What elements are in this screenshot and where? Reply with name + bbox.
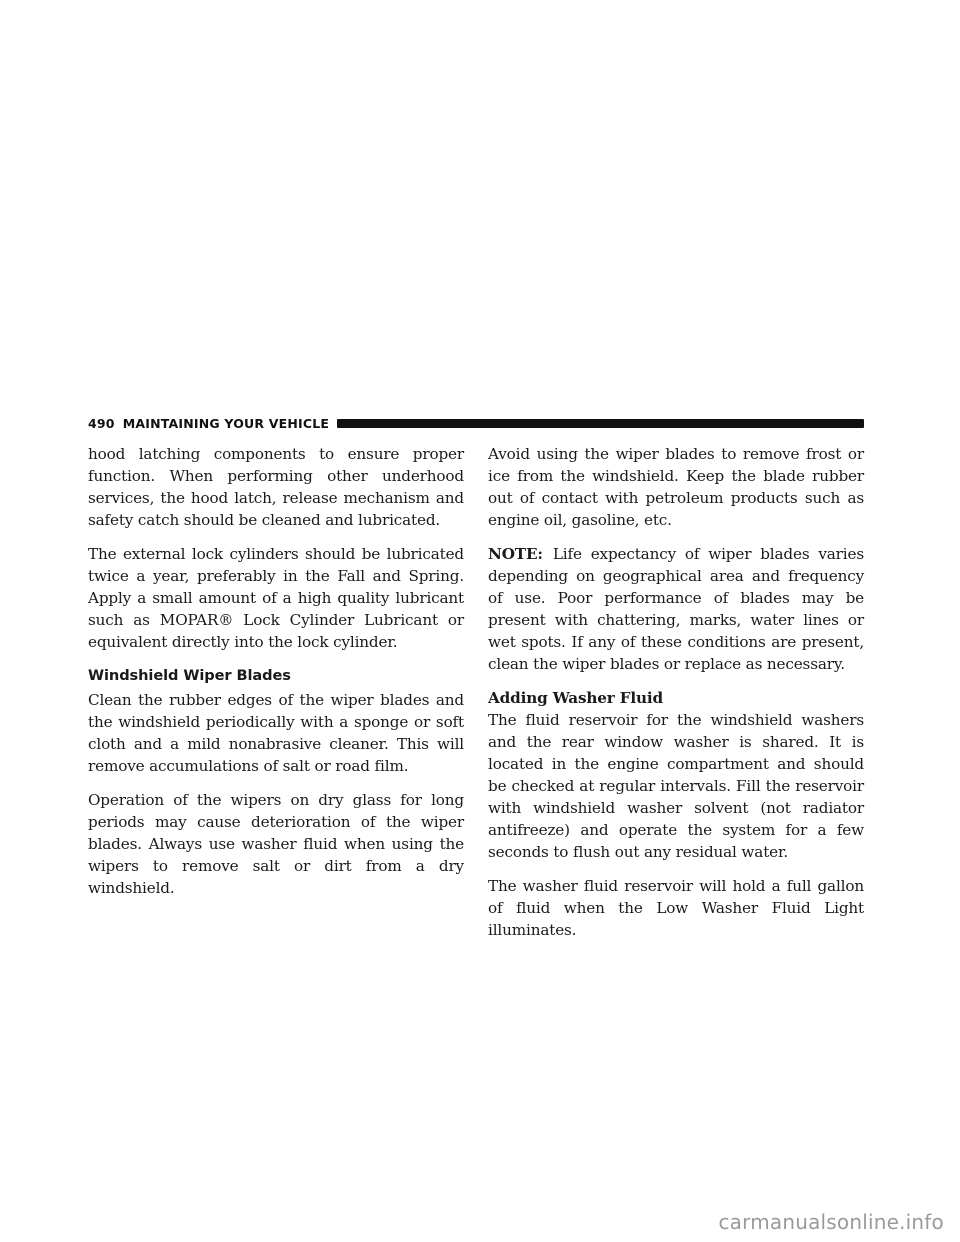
page-header [88, 413, 864, 433]
paragraph-hood-latch: hood latching components to ensure proper function. When performing other underhood services, the hood latch, release mechanism and safety catch should be cleaned and lubricated. [88, 445, 464, 529]
note-paragraph [488, 543, 864, 675]
paragraph-fluid-reservoir: The fluid reservoir for the windshield washers and the rear window washer is shared. It is located in the engine compartment and should be checked at regular intervals. Fill the reservoir with windshield washer solvent (not radiator antifreeze) and operate the system for a few seconds to flush out any residual water. [488, 711, 864, 861]
note-label: NOTE: [488, 545, 543, 563]
left-column [88, 443, 464, 911]
heading-wiper-blades: Windshield Wiper Blades [88, 667, 291, 684]
paragraph-dry-glass: Operation of the wipers on dry glass for long periods may cause deterioration of the wiper blades. Always use washer fluid when using the wipers to remove salt or dirt from a dry windshield. [88, 791, 464, 897]
watermark: carmanualsonline.info [718, 1210, 944, 1234]
paragraph-clean-blades: Clean the rubber edges of the wiper blades and the windshield periodically with a sponge or soft cloth and a mild nonabrasive cleaner. This will remove accumulations of salt or road film. [88, 691, 464, 775]
section-title: MAINTAINING YOUR VEHICLE [122, 415, 330, 431]
page-number: 490 [88, 415, 115, 431]
paragraph-avoid-frost: Avoid using the wiper blades to remove frost or ice from the windshield. Keep the blade rubber out of contact with petroleum products such as engine oil, gasoline, etc. [488, 445, 864, 529]
paragraph-lock-cylinders: The external lock cylinders should be lubricated twice a year, preferably in the Fall and Spring. Apply a small amount of a high quality lubricant such as MOPAR® Lock Cylinder Lubricant or equivalent directly into the lock cylinder. [88, 545, 464, 651]
note-text: Life expectancy of wiper blades varies depending on geographical area and frequency of use. Poor performance of blades may be present with chattering, marks, water lines or wet spots. If any of these conditions are present, clean the wiper blades or replace as necessary. [488, 545, 864, 673]
header-rule [337, 419, 864, 428]
right-column [488, 443, 864, 953]
paragraph-gallon: The washer fluid reservoir will hold a full gallon of fluid when the Low Washer Fluid Light illuminates. [488, 877, 864, 939]
heading-washer-fluid: Adding Washer Fluid [488, 689, 663, 707]
